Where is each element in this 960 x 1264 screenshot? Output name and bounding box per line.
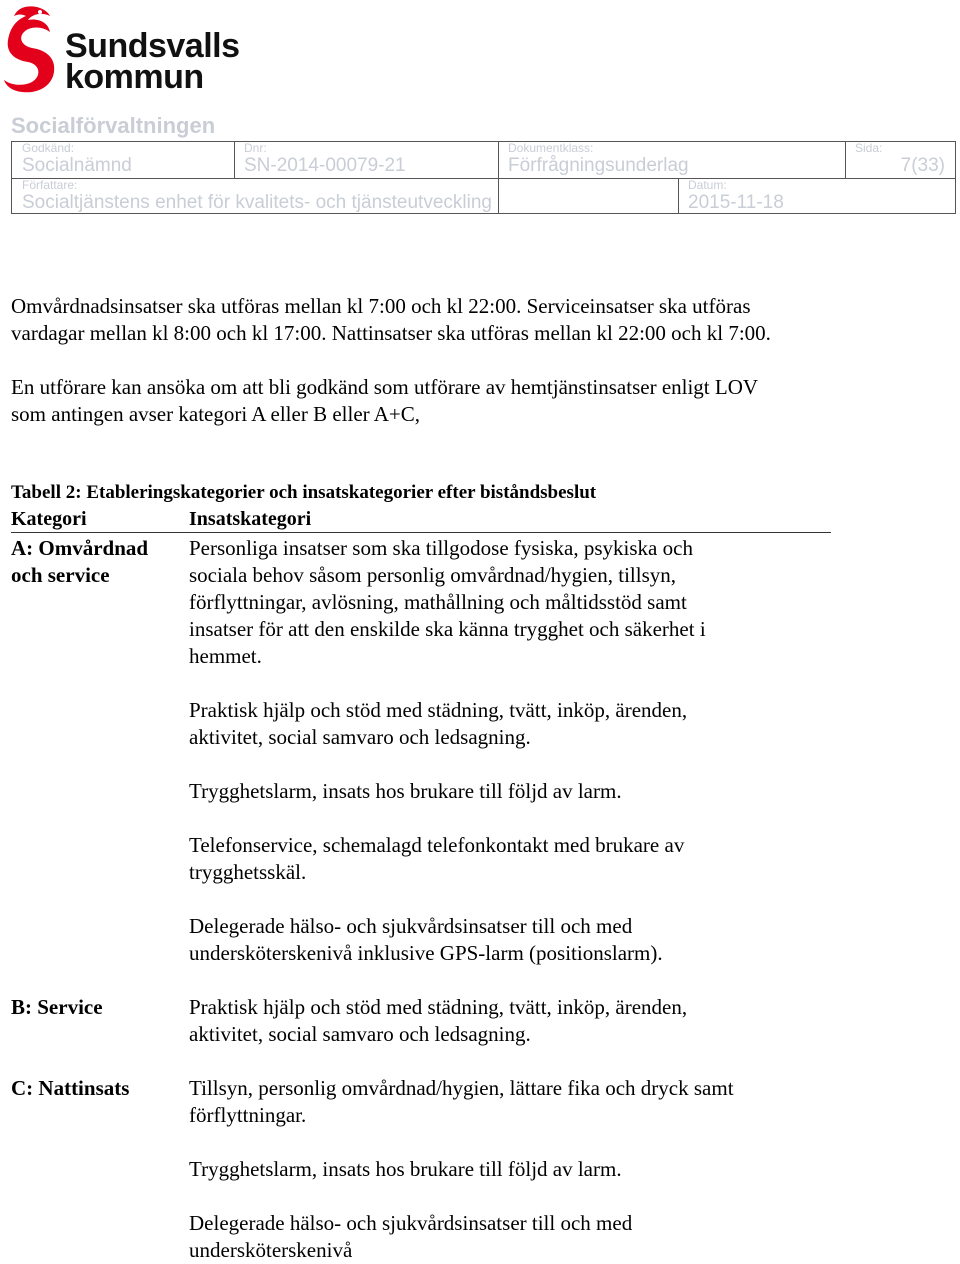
text-line: Trygghetslarm, insats hos brukare till följd av larm. (189, 1157, 622, 1181)
text-line: Personliga insatser som ska tillgodose fysiska, psykiska och (189, 536, 693, 560)
logo-text-line2: kommun (65, 58, 204, 96)
sida-value: 7(33) (900, 155, 945, 176)
category-label-line: B: Service (11, 995, 103, 1019)
divider (234, 142, 235, 178)
godkand-cell (22, 142, 132, 176)
text-line: aktivitet, social samvaro och ledsagning. (189, 725, 531, 749)
logo-text-line1: Sundsvalls (65, 27, 240, 65)
column-header-insatskategori: Insatskategori (189, 508, 312, 530)
dnr-value: SN-2014-00079-21 (244, 155, 406, 176)
insats-a-5 (189, 913, 829, 967)
text-line: trygghetsskäl. (189, 860, 307, 884)
text-line: Delegerade hälso- och sjukvårdsinsatser till och med (189, 914, 633, 938)
sida-cell (855, 142, 945, 176)
text-line: undersköterskenivå inklusive GPS-larm (positionslarm). (189, 941, 663, 965)
category-label-line: och service (11, 563, 110, 587)
datum-cell (688, 179, 784, 213)
forfattare-label: Författare: (22, 178, 78, 192)
insats-a-2 (189, 697, 829, 751)
organization-name: Socialförvaltningen (11, 113, 216, 138)
sundsvalls-kommun-logo (2, 2, 252, 98)
text-line: sociala behov såsom personlig omvårdnad/hygien, tillsyn, (189, 563, 676, 587)
dokumentklass-value: Förfrågningsunderlag (508, 155, 689, 176)
text-line: Omvårdnadsinsatser ska utföras mellan kl 7:00 och kl 22:00. Serviceinsatser ska utföras (11, 294, 751, 318)
text-line: Delegerade hälso- och sjukvårdsinsatser till och med (189, 1211, 633, 1235)
datum-value: 2015-11-18 (688, 192, 784, 213)
insats-c-3 (189, 1210, 829, 1264)
datum-label: Datum: (688, 178, 727, 192)
insats-a-4 (189, 832, 829, 886)
divider (678, 178, 679, 214)
divider (845, 142, 846, 178)
category-label-line: A: Omvårdnad (11, 536, 149, 560)
insats-c-2 (189, 1156, 829, 1183)
text-line: hemmet. (189, 644, 262, 668)
text-line: vardagar mellan kl 8:00 och kl 17:00. Nattinsatser ska utföras mellan kl 22:00 och kl 7:00. (11, 321, 771, 345)
godkand-value: Socialnämnd (22, 155, 132, 176)
forfattare-cell (22, 179, 492, 213)
text-line: Praktisk hjälp och stöd med städning, tvätt, inköp, ärenden, (189, 698, 688, 722)
insats-b-1 (189, 994, 829, 1048)
category-a (11, 535, 181, 589)
category-c (11, 1075, 181, 1102)
dokumentklass-label: Dokumentklass: (508, 141, 594, 155)
text-line: Tillsyn, personlig omvårdnad/hygien, lättare fika och dryck samt (189, 1076, 734, 1100)
text-line: förflyttningar. (189, 1103, 307, 1127)
column-header-kategori: Kategori (11, 508, 87, 530)
text-line: En utförare kan ansöka om att bli godkänd som utförare av hemtjänstinsatser enligt LOV (11, 375, 759, 399)
intro-paragraph-1 (11, 293, 771, 347)
dnr-label: Dnr: (244, 141, 267, 155)
table-title: Tabell 2: Etableringskategorier och insatskategorier efter biståndsbeslut (11, 482, 597, 503)
text-line: som antingen avser kategori A eller B eller A+C, (11, 402, 420, 426)
godkand-label: Godkänd: (22, 141, 75, 155)
dragon-emblem-icon (2, 2, 62, 98)
category-b (11, 994, 181, 1021)
dokumentklass-cell (508, 142, 689, 176)
text-line: förflyttningar, avlösning, mathållning och måltidsstöd samt (189, 590, 687, 614)
dnr-cell (244, 142, 406, 176)
text-line: aktivitet, social samvaro och ledsagning. (189, 1022, 531, 1046)
text-line: Praktisk hjälp och stöd med städning, tvätt, inköp, ärenden, (189, 995, 688, 1019)
sida-label: Sida: (855, 141, 883, 155)
insats-a-3 (189, 778, 829, 805)
forfattare-value: Socialtjänstens enhet för kvalitets- och tjänsteutveckling (22, 192, 492, 213)
table-header-rule (11, 532, 831, 533)
text-line: insatser för att den enskilde ska känna trygghet och säkerhet i (189, 617, 706, 641)
insats-c-1 (189, 1075, 829, 1129)
document-metadata-table (11, 141, 956, 214)
category-label-line: C: Nattinsats (11, 1076, 130, 1100)
intro-paragraph-2 (11, 374, 758, 428)
text-line: Telefonservice, schemalagd telefonkontakt med brukare av (189, 833, 685, 857)
text-line: Trygghetslarm, insats hos brukare till följd av larm. (189, 779, 622, 803)
text-line: undersköterskenivå (189, 1238, 353, 1262)
insats-a-1 (189, 535, 829, 670)
